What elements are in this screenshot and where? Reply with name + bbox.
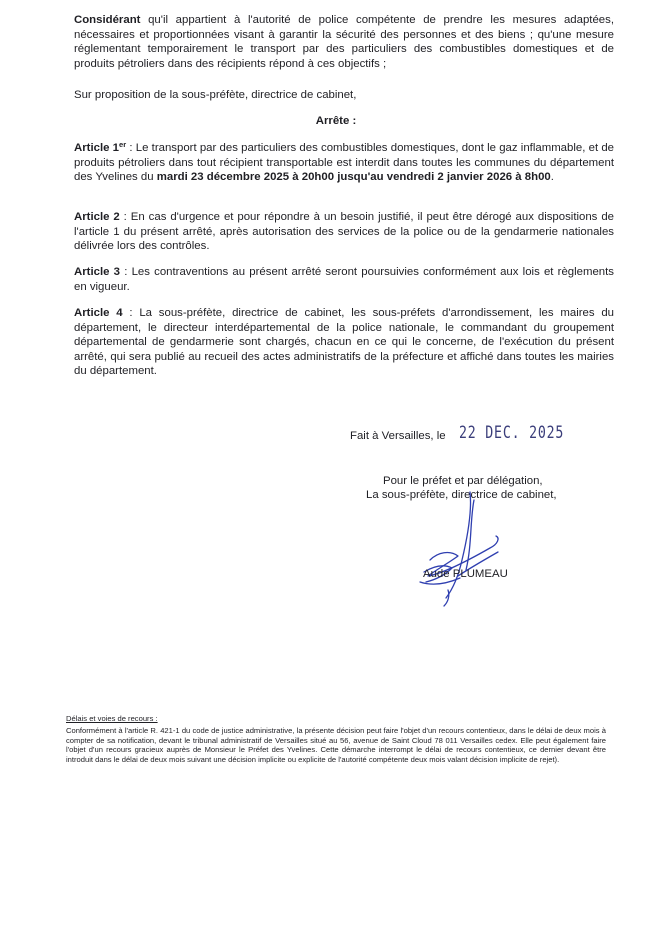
article-3-label: Article 3 <box>74 266 120 278</box>
appeal-heading: Délais et voies de recours : <box>66 714 158 723</box>
considerant-paragraph <box>74 13 614 71</box>
delegation-line: Pour le préfet et par délégation, <box>383 475 543 487</box>
handwritten-signature <box>400 490 520 610</box>
considerant-lead: Considérant <box>74 14 141 26</box>
article-4 <box>74 306 614 379</box>
article-1-sup: er <box>119 140 127 149</box>
article-4-label: Article 4 <box>74 307 123 319</box>
proposition-paragraph: Sur proposition de la sous-préfète, directrice de cabinet, <box>74 89 357 101</box>
article-2-label: Article 2 <box>74 211 120 223</box>
article-1-label <box>74 142 126 154</box>
considerant-text: qu'il appartient à l'autorité de police compétente de prendre les mesures adaptées, nécessaires et proportionnées visant à garantir la sécurité des personnes et des biens ; qu'une mesure réglementant temporairement le transport par des particuliers des combustibles domestiques et de produits pétroliers dans des récipients répond à ces objectifs ; <box>74 14 614 70</box>
article-1-label-text: Article 1 <box>74 142 120 154</box>
article-2 <box>74 210 614 254</box>
article-3 <box>74 265 614 294</box>
article-1-text: Le transport par des particuliers des combustibles domestiques, dont le gaz inflammable, et de produits pétroliers dans tout récipient transportable est interdit dans toutes les communes du département des Yvelines du <box>74 142 615 183</box>
arrete-heading: Arrête : <box>315 115 357 127</box>
article-3-text: : Les contraventions au présent arrêté seront poursuivies conformément aux lois et règlements en vigueur. <box>74 266 615 293</box>
article-4-text: : La sous-préfète, directrice de cabinet, les sous-préfets d'arrondissement, les maires du département, le directeur interdépartemental de la police nationale, le commandant du groupement départemental de gendarmerie sont chargés, chacun en ce qui le concerne, de l'exécution du présent arrêté, qui sera publié au recueil des actes administratifs de la préfecture et affiché dans toutes les mairies du département. <box>74 307 615 377</box>
appeal-text: Conformément à l'article R. 421-1 du code de justice administrative, la présente décision peut faire l'objet d'un recours contentieux, dans le délai de deux mois à compter de sa notification, devant le tribunal administratif de Versailles situé au 56, avenue de Saint Cloud 78 011 Versailles cedex. Elle peut également faire l'objet d'un recours gracieux auprès de Monsieur le Préfet des Yvelines. Cette démarche interrompt le délai de recours contentieux, ce dernier devant être introduit dans le délai de deux mois suivant une décision implicite ou explicite de l'autorité compétente deux mois valant décision implicite de rejet). <box>66 726 606 764</box>
article-1 <box>74 141 614 185</box>
article-1-dates: mardi 23 décembre 2025 à 20h00 jusqu'au vendredi 2 janvier 2026 à 8h00 <box>156 171 551 183</box>
article-2-text: : En cas d'urgence et pour répondre à un besoin justifié, il peut être dérogé aux dispositions de l'article 1 du présent arrêté, après autorisation des services de la police ou de la gendarmerie nationales délivrée lors des contrôles. <box>74 211 614 252</box>
place-date: Fait à Versailles, le <box>350 430 446 442</box>
article-1-colon: : <box>126 142 133 154</box>
article-1-end: . <box>550 171 554 183</box>
signatory-name: Aude PLUMEAU <box>423 568 508 580</box>
date-stamp: 22 DEC. 2025 <box>459 423 565 443</box>
signatory-role: La sous-préfète, directrice de cabinet, <box>366 489 557 501</box>
